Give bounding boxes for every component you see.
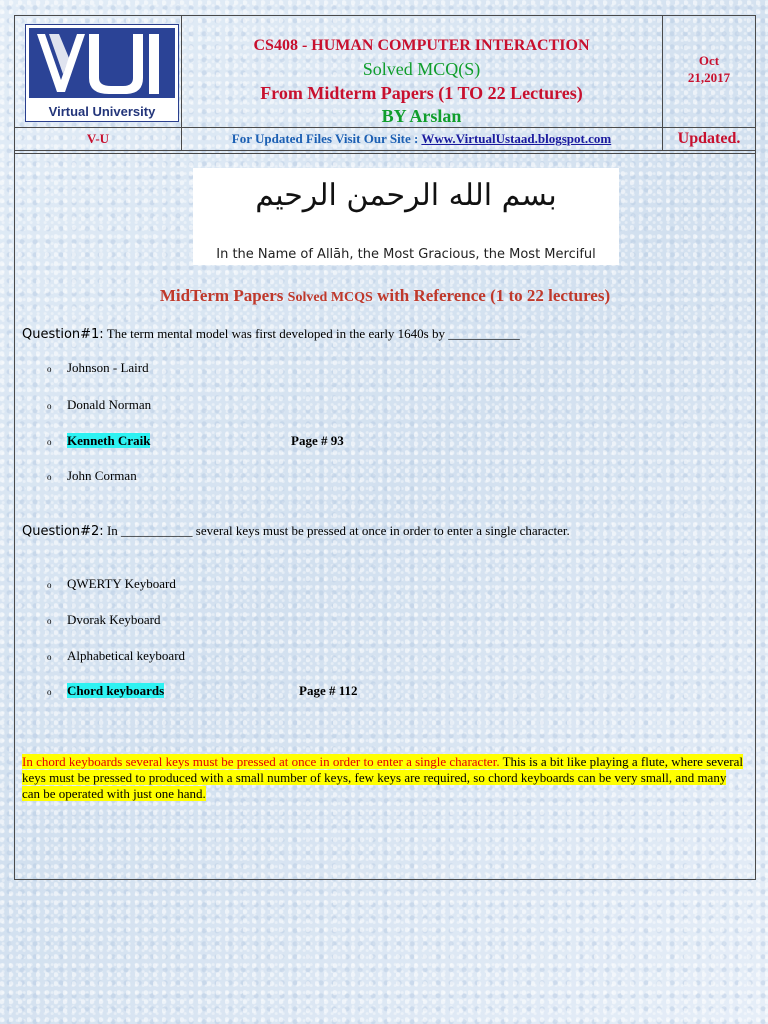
header-divider-2 xyxy=(14,150,756,151)
explanation-rest: This is a bit like playing a flute, where several keys must be pressed to produced with a small number of keys, few keys are required, so chord keyboards can be very small, and many can be operated with just one hand. xyxy=(22,754,744,801)
logo-text: Virtual University xyxy=(48,104,156,119)
option-text: QWERTY Keyboard xyxy=(67,576,176,591)
heading-part-2: Solved MCQS xyxy=(287,290,373,305)
heading-part-1: MidTerm Papers xyxy=(159,286,288,305)
question-1 xyxy=(22,326,520,342)
bullet-icon: o xyxy=(47,401,52,412)
document-date xyxy=(663,52,755,86)
date-line-1: Oct xyxy=(698,53,720,68)
updated-label: Updated. xyxy=(677,130,741,147)
section-heading xyxy=(15,286,755,306)
q2-answer-page: Page # 112 xyxy=(299,683,358,698)
bullet-icon: o xyxy=(47,364,52,375)
bismillah-banner xyxy=(193,168,619,265)
bullet-icon: o xyxy=(47,437,52,448)
bullet-icon: o xyxy=(47,616,52,627)
bullet-icon: o xyxy=(47,580,52,591)
course-title: CS408 - HUMAN COMPUTER INTERACTION xyxy=(253,37,590,54)
q2-option-4 xyxy=(47,683,164,699)
document-subtitle: Solved MCQ(S) xyxy=(362,59,481,79)
document-author: BY Arslan xyxy=(381,106,462,126)
question-2-label: Question#2: xyxy=(22,524,104,539)
bullet-icon: o xyxy=(47,472,52,483)
option-text: Donald Norman xyxy=(67,397,152,412)
q1-option-1 xyxy=(47,360,149,376)
option-text-answer: Chord keyboards xyxy=(67,683,165,698)
option-text: Alphabetical keyboard xyxy=(67,648,186,663)
bismillah-english: In the Name of Allāh, the Most Gracious, the Most Merciful xyxy=(216,247,596,262)
q1-option-4 xyxy=(47,468,137,484)
option-text-answer: Kenneth Craik xyxy=(67,433,151,448)
q1-option-3 xyxy=(47,433,150,449)
visit-site-line xyxy=(181,131,662,147)
question-2 xyxy=(22,523,570,539)
visit-text: For Updated Files Visit Our Site : xyxy=(231,131,422,146)
question-1-label: Question#1: xyxy=(22,327,104,342)
option-text: Dvorak Keyboard xyxy=(67,612,161,627)
header-divider-3 xyxy=(14,153,756,154)
explanation-highlight-red: In chord keyboards several keys must be pressed at once in order to enter a single character. xyxy=(22,754,500,769)
q2-option-1 xyxy=(47,576,176,592)
vu-label: V-U xyxy=(86,131,110,146)
heading-part-3: with Reference (1 to 22 lectures) xyxy=(372,286,611,305)
vu-logo xyxy=(25,24,179,122)
explanation-paragraph xyxy=(22,754,746,802)
q1-answer-page: Page # 93 xyxy=(291,433,344,448)
question-2-text: In ___________ several keys must be pressed at once in order to enter a single character. xyxy=(103,523,570,538)
site-link[interactable]: Www.VirtualUstaad.blogspot.com xyxy=(421,131,612,146)
header-divider-1 xyxy=(14,127,756,128)
question-1-text: The term mental model was first developed in the early 1640s by ___________ xyxy=(103,326,520,341)
document-source: From Midterm Papers (1 TO 22 Lectures) xyxy=(260,83,583,103)
q2-option-3 xyxy=(47,648,185,664)
bismillah-arabic: بسم الله الرحمن الرحيم xyxy=(255,178,557,213)
option-text: Johnson - Laird xyxy=(67,360,149,375)
date-line-2: 21,2017 xyxy=(687,70,731,85)
option-text: John Corman xyxy=(67,468,137,483)
bullet-icon: o xyxy=(47,687,52,698)
bullet-icon: o xyxy=(47,652,52,663)
q1-option-2 xyxy=(47,397,151,413)
q2-option-2 xyxy=(47,612,161,628)
